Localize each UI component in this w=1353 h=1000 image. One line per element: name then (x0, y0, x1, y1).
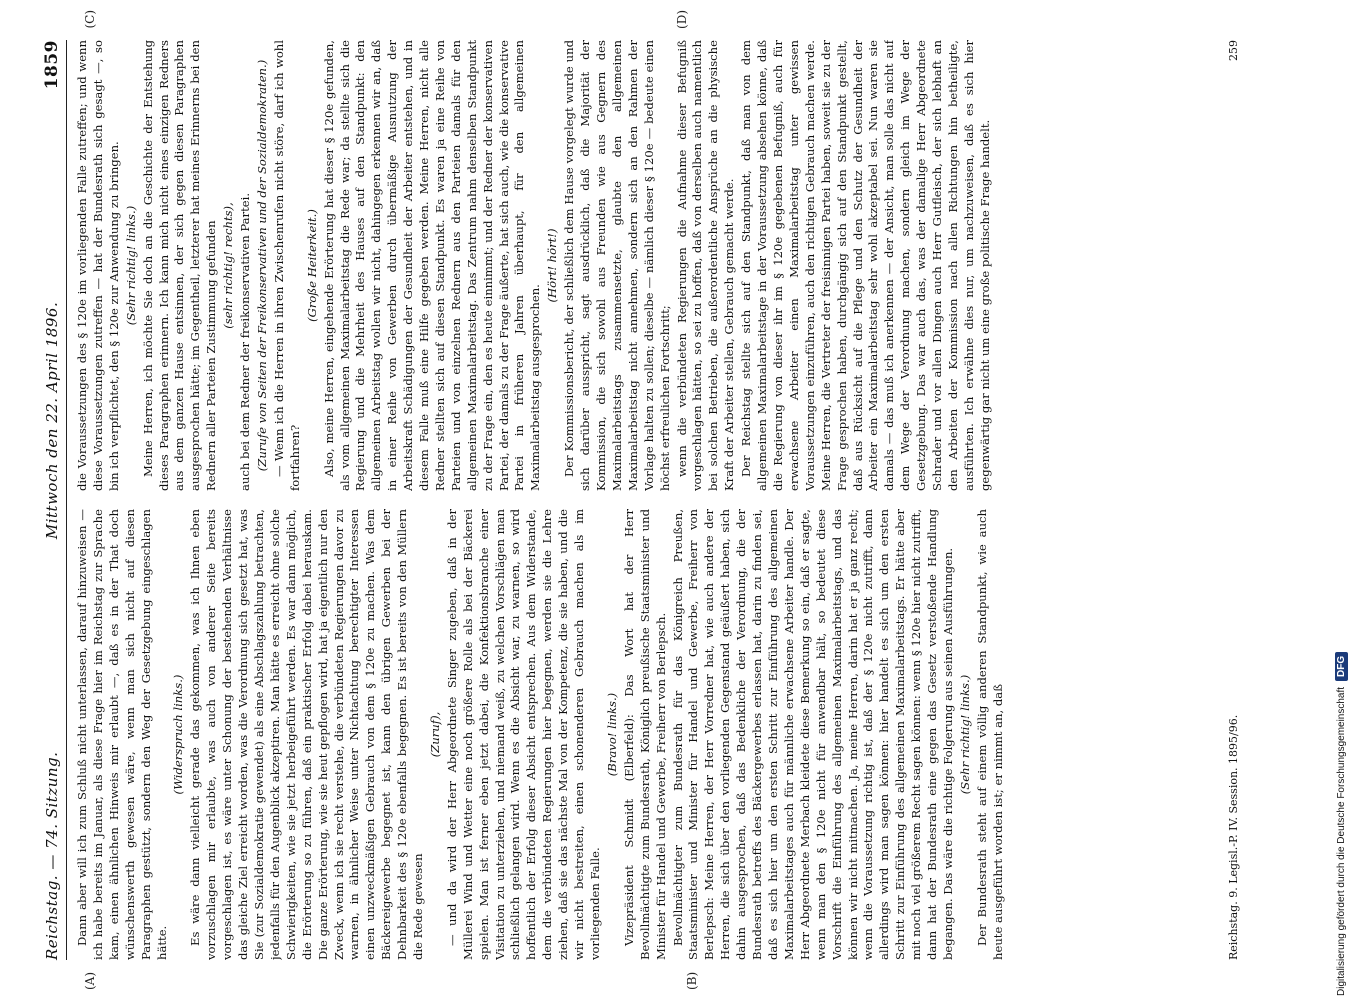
interjection: (Sehr richtig! links.) (123, 205, 138, 326)
margin-marker-c: (C) (83, 10, 97, 29)
margin-marker-b: (B) (685, 971, 699, 990)
paragraph: Vizepräsident Schmidt (Elberfeld): Das Wort hat der Herr Bevollmächtigte zum Bundesrath, Königlich preußische Staatsminister und Minister für Handel und Gewerbe, Freiherr von Berlepsch. (621, 509, 668, 960)
header-left: Reichstag. — 74. Sitzung. (43, 751, 61, 960)
paragraph: auch bei dem Redner der freikonservativen Partei. (238, 192, 253, 491)
paragraph: Der Kommissionsbericht, der schließlich dem Hause vorgelegt wurde und sich darüber ausspricht, sagt ausdrücklich, daß die Majorität der Kommission, die sich sowohl aus Freunden wie aus Gegnern des Maximalarbeitstags zusammensetzte, glaubte den allgemeinen Maximalarbeitstag nicht annehmen, sondern sich an den Rahmen der Vorlage halten zu sollen; dieselbe — nämlich dieser § 120e — bedeute einen höchst erfreulichen Fortschritt; (562, 40, 672, 491)
interjection: (Sehr richtig! links.) (957, 674, 972, 795)
digitization-text: Digitalisierung gefördert durch die Deutsche Forschungsgemeinschaft (1336, 686, 1347, 996)
page-header (42, 40, 67, 960)
paragraph: — Wenn ich die Herren in ihren Zwischenrufen nicht störe, darf ich wohl fortfahren? (271, 40, 302, 491)
paragraph: Also, meine Herren, eingehende Erörterung hat dieser § 120e gefunden, als vom allgemeinen Maximalarbeitstag die Rede war; da stellte sich die Regierung und die Mehrheit des Hauses auf den Standpunkt: den allgemeinen Arbeitstag wollen wir nicht, dahingegen erkennen wir an, daß in einer Reihe von Gewerben durch übermäßige Ausnutzung der Arbeitskraft Schädigungen der Gesundheit der Arbeiter entstehen, und in diesem Falle muß eine Hilfe gegeben werden. Meine Herren, nicht alle Redner stellten sich auf diesen Standpunkt. Es waren ja eine Reihe von Parteien und von einzelnen Rednern aus den Parteien damals für den allgemeinen Maximalarbeitstag. Das Zentrum nahm denselben Standpunkt zu der Frage ein, den es heute einnimmt; und der Redner der konservativen Partei, der damals zu der Frage äußerte, hat sich auch, wie die konservative Partei in früheren Jahren überhaupt, für den allgemeinen Maximalarbeitstag ausgesprochen. (321, 40, 543, 491)
interjection: (Bravo! links.) (604, 692, 619, 777)
footer-page-number: 259 (1227, 40, 1240, 61)
interjection: (sehr richtig! rechts), (221, 202, 236, 329)
margin-marker-a: (A) (83, 971, 97, 990)
interjection: (Widerspruch links.) (171, 674, 186, 795)
dfg-logo: DFG (1335, 652, 1348, 681)
paragraph: Meine Herren, ich möchte Sie doch an die Geschichte der Entstehung dieses Paragraphen erinnern. Ich kann mich nicht eines einzigen Redners aus dem ganzen Hause entsinnen, der sich gegen diesen Paragraphen ausgesprochen hätte; im Gegentheil, letzterer hat meines Erinnerns bei den Rednern aller Parteien Zustimmung gefunden (140, 40, 219, 491)
quoted-paragraph: wenn die verbündeten Regierungen die Aufnahme dieser Befugniß vorgeschlagen hätten, so sei zu hoffen, daß von derselben auch namentlich bei solchen Betrieben, die außerordentliche Ansprüche an die physische Kraft der Arbeiter stellen, Gebrauch gemacht werde. (674, 40, 737, 491)
interjection: (Zuruf), (427, 711, 442, 758)
newspaper-page (20, 0, 1310, 1000)
margin-marker-d: (D) (675, 10, 689, 29)
right-column (75, 40, 1225, 491)
interjection: (Zurufe von Seiten der Freikonservativen und der Sozialdemokraten.) (254, 59, 269, 472)
text-columns (75, 10, 1225, 990)
paragraph: Dann aber will ich zum Schluß nicht unterlassen, darauf hinzuweisen — ich habe bereits im Januar, als diese Frage hier im Reichstag zur Sprache kam, einen ähnlichen Hinweis mir erlaubt —, daß es in der That doch wünschenswerth gewesen wäre, wenn man sich nicht auf diesen Paragraphen gestützt, sondern den Weg der Gesetzgebung eingeschlagen hätte. (75, 509, 169, 960)
footer-session: Reichstag. 9. Legisl.-P. IV. Session. 1895/96. (1227, 714, 1240, 960)
paragraph: Der Bundesrath steht auf einem völlig anderen Standpunkt, wie auch heute ausgeführt worden ist; er nimmt an, daß (974, 509, 1005, 960)
left-column (75, 509, 1225, 960)
page-number: 1859 (42, 40, 62, 90)
interjection: (Hört! hört!) (545, 228, 560, 303)
header-date: Mittwoch den 22. April 1896. (43, 301, 61, 540)
paragraph: Der Reichstag stellte sich auf den Standpunkt, daß man von dem allgemeinen Maximalarbeitstage in der Voraussetzung absehen könne, daß die Regierung von dieser ihr im § 120e gegebenen Befugniß, auch für erwachsene Arbeiter einen Maximalarbeitstag unter gewissen Voraussetzungen einzuführen, auch den richtigen Gebrauch machen werde. Meine Herren, die Vertreter der freisinnigen Partei haben, soweit sie zu der Frage gesprochen haben, durchgängig sich auf den Standpunkt gestellt, daß aus Rücksicht auf die Pflege und den Schutz der Gesundheit der Arbeiter ein Maximalarbeitstag sehr wohl akzeptabel sei. Nun waren sie damals — das muß ich anerkennen — der Ansicht, man solle das nicht auf dem Wege der Verordnung machen, sondern gleich im Wege der Gesetzgebung. Das war auch das, was der damalige Herr Abgeordnete Schrader und vor allen Dingen auch Herr Gutfleisch, der sich lebhaft an den Arbeiten der Kommission nach allen Richtungen hin betheiligte, ausführten. Ich erwähne dies nur, um nachzuweisen, daß es sich hier gegenwärtig gar nicht um eine große politische Frage handelt. (739, 40, 992, 491)
digitization-note (1335, 16, 1348, 996)
page-footer (1227, 40, 1240, 960)
paragraph: die Voraussetzungen des § 120e im vorliegenden Falle zutreffen; und wenn diese Voraussetzungen zutreffen — hat der Bundesrath sich gesagt —, so bin ich verpflichtet, den § 120e zur Anwendung zu bringen. (75, 40, 121, 491)
paragraph: — und da wird der Herr Abgeordnete Singer zugeben, daß in der Müllerei Wind und Wetter eine noch größere Rolle als bei der Bäckerei spielen. Man ist ferner eben jetzt dabei, die Konfektionsbranche einer Visitation zu unterziehen, und niemand weiß, zu welchen Vorschlägen man schließlich gelangen wird. Wenn es die Absicht war, zu warnen, so wird hoffentlich der Erfolg dieser Absicht entsprechen. Aus dem Widerstande, dem die verbündeten Regierungen hier begegnen, werden sie die Lehre ziehen, daß sie das nächste Mal von der Kompetenz, die sie haben, und die wir nicht bestreiten, einen schonenderen Gebrauch machen als im vorliegenden Falle. (444, 509, 602, 960)
interjection: (Große Heiterkeit.) (304, 209, 319, 322)
paragraph: Bevollmächtigter zum Bundesrath für das Königreich Preußen, Staatsminister und Minister für Handel und Gewerbe, Freiherr von Berlepsch: Meine Herren, der Herr Vorredner hat, wie auch andere der Herren, die sich über den vorliegenden Gegenstand geäußert haben, sich dahin ausgesprochen, daß das Bedenkliche der Verordnung, die der Bundesrath betreffs des Bäckergewerbes erlassen hat, darin zu finden sei, daß es sich hier um den ersten Schritt zur Einführung des allgemeinen Maximalarbeitstages auch für männliche erwachsene Arbeiter handle. Der Herr Abgeordnete Merbach kleidete diese Bemerkung so ein, daß er sagte, wenn man den § 120e nicht für anwendbar hält, so bedeutet diese Vorschrift die Einführung des allgemeinen Maximalarbeitstags, und das können wir nicht mitmachen. Ja, meine Herren, darin hat er ja ganz recht; wenn die Voraussetzung richtig ist, daß der § 120e nicht zutrifft, dann allerdings wird man sagen können: hier handelt es sich um den ersten Schritt zur Einführung des allgemeinen Maximalarbeitstags. Er hätte aber mit noch viel größerem Recht sagen können: wenn § 120e hier nicht zutrifft, dann hat der Bundesrath eine gegen das Gesetz verstoßende Handlung begangen. Das wäre die richtige Folgerung aus seinen Ausführungen. (670, 509, 955, 960)
paragraph: Es wäre dann vielleicht gerade das gekommen, was ich Ihnen eben vorzuschlagen mir erlaubte, was auch von anderer Seite bereits vorgeschlagen ist, es wäre unter Schonung der bestehenden Verhältnisse das gleiche Ziel erreicht worden, was die Verordnung sich gesetzt hat, was Sie (zur Sozialdemokratie gewendet) als eine Abschlagszahlung betrachten, jedenfalls für den Augenblick akzeptiren. Man hätte es erreicht ohne solche Schwierigkeiten, wie sie jetzt herbeigeführt werden. Es war dann möglich, die Erörterung so zu führen, daß ein praktischer Erfolg dabei herauskam. Die ganze Erörterung, wie sie heut gepflogen wird, hat ja eigentlich nur den Zweck, wenn ich sie recht verstehe, die verbündeten Regierungen davor zu warnen, in ähnlicher Weise unter Nichtachtung berechtigter Interessen einen unzweckmäßigen Gebrauch von dem § 120e zu machen. Was dem Bäckereigewerbe begegnet ist, kann den übrigen Gewerben bei der Dehnbarkeit des § 120e ebenfalls begegnen. Es ist bereits von den Müllern die Rede gewesen (188, 509, 426, 960)
